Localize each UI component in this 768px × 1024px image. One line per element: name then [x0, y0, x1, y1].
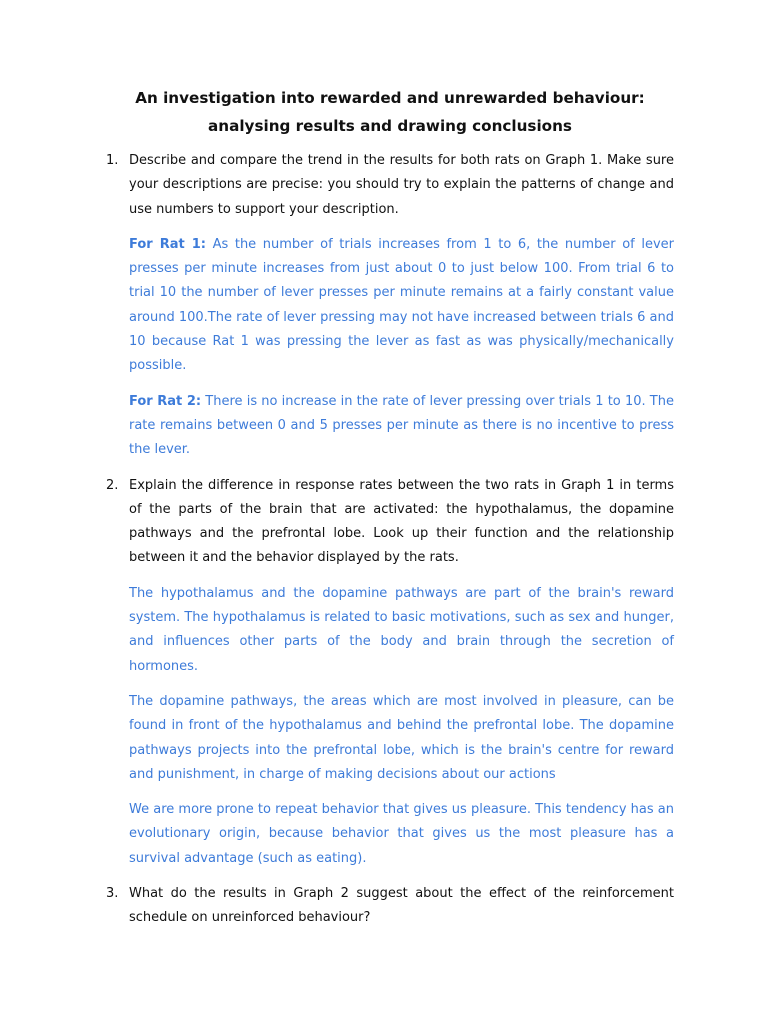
answer-paragraph: We are more prone to repeat behavior that gives us pleasure. This tendency has an evolutionary origin, because behavior that gives us the most pleasure has a survival advantage (such as eating). [129, 802, 674, 866]
answer-rat-2 [129, 390, 674, 463]
question-1 [106, 149, 674, 463]
question-2 [106, 474, 674, 871]
question-number: 1. [106, 153, 119, 168]
question-list [106, 149, 674, 931]
answer-lead: For Rat 1: [129, 236, 206, 252]
question-text: Explain the difference in response rates between the two rats in Graph 1 in terms of the parts of the brain that are activated: the hypothalamus, the dopamine pathways and the prefrontal lobe. Look up their function and the relationship between it and the behavior displayed by the rats. [129, 477, 674, 566]
question-text: Describe and compare the trend in the results for both rats on Graph 1. Make sure your descriptions are precise: you should try to explain the patterns of change and use numbers to support your description. [129, 153, 674, 217]
question-text: What do the results in Graph 2 suggest about the effect of the reinforcement schedule on unreinforced behaviour? [129, 886, 674, 926]
question-number: 3. [106, 886, 119, 902]
document-title [106, 84, 674, 140]
title-line-1: An investigation into rewarded and unrewarded behaviour: [135, 89, 645, 107]
answer-text: As the number of trials increases from 1 to 6, the number of lever presses per minute increases from just about 0 to just below 100. From trial 6 to trial 10 the number of lever presses per minute remains at a fairly constant value around 100.The rate of lever pressing may not have increased between trials 6 and 10 because Rat 1 was pressing the lever as fast as was physically/mechanically possible. [129, 236, 674, 374]
answer-rat-1 [129, 233, 674, 379]
title-line-2: analysing results and drawing conclusions [208, 117, 572, 135]
answer-paragraph: The hypothalamus and the dopamine pathways are part of the brain's reward system. The hypothalamus is related to basic motivations, such as sex and hunger, and influences other parts of the body and brain through the secretion of hormones. [129, 585, 674, 674]
question-number: 2. [106, 477, 119, 493]
answer-text: There is no increase in the rate of lever pressing over trials 1 to 10. The rate remains between 0 and 5 presses per minute as there is no incentive to press the lever. [129, 393, 674, 458]
question-3 [106, 882, 674, 931]
answer-lead: For Rat 2: [129, 393, 202, 409]
answer-paragraph: The dopamine pathways, the areas which are most involved in pleasure, can be found in front of the hypothalamus and behind the prefrontal lobe. The dopamine pathways projects into the prefrontal lobe, which is the brain's centre for reward and punishment, in charge of making decisions about our actions [129, 693, 674, 782]
